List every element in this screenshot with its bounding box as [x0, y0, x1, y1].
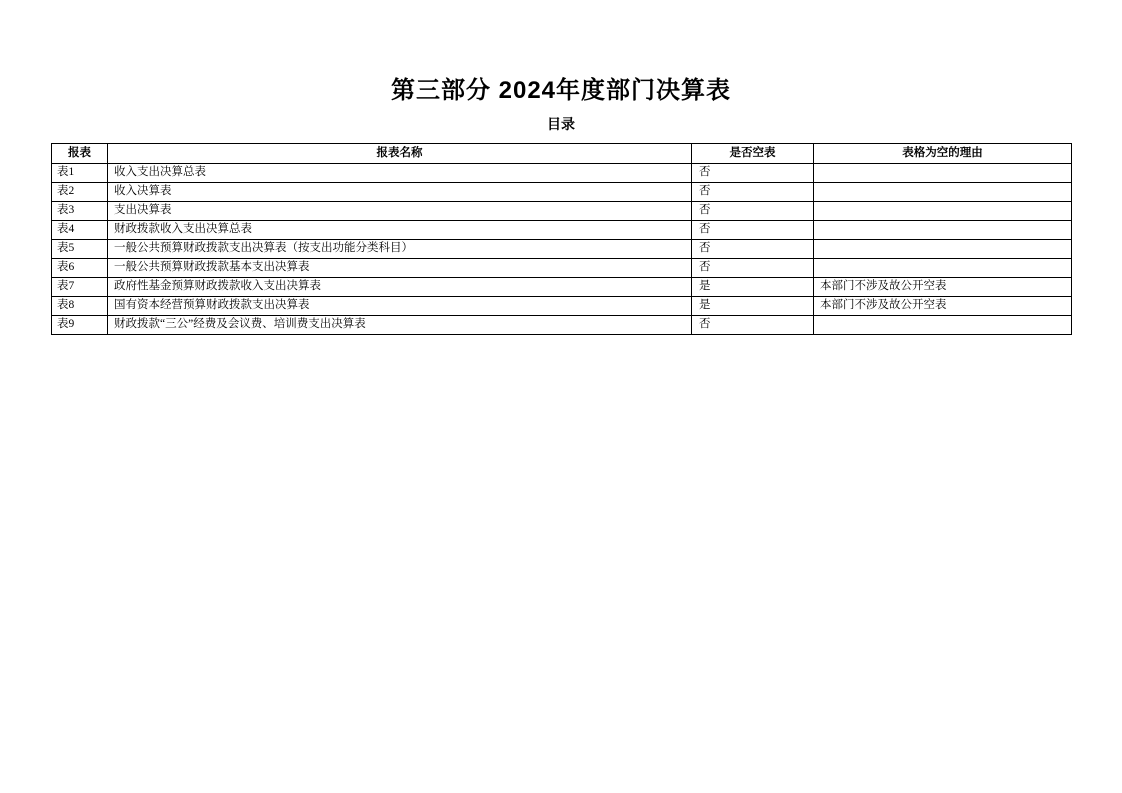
column-header-name: 报表名称: [108, 144, 692, 164]
row-index: 表9: [52, 316, 108, 335]
row-reason: [814, 221, 1072, 240]
row-name: 政府性基金预算财政拨款收入支出决算表: [108, 278, 692, 297]
row-reason: 本部门不涉及故公开空表: [814, 278, 1072, 297]
row-is-empty: 否: [692, 240, 814, 259]
row-reason: [814, 164, 1072, 183]
toc-table-container: [51, 143, 1071, 335]
row-name: 支出决算表: [108, 202, 692, 221]
row-is-empty: 是: [692, 297, 814, 316]
row-name: 一般公共预算财政拨款基本支出决算表: [108, 259, 692, 278]
column-header-is-empty: 是否空表: [692, 144, 814, 164]
table-row: [52, 316, 1072, 335]
row-name: 一般公共预算财政拨款支出决算表（按支出功能分类科目）: [108, 240, 692, 259]
row-is-empty: 否: [692, 202, 814, 221]
table-row: [52, 297, 1072, 316]
table-row: [52, 278, 1072, 297]
row-index: 表4: [52, 221, 108, 240]
toc-heading: 目录: [547, 116, 575, 132]
row-index: 表7: [52, 278, 108, 297]
row-name: 财政拨款收入支出决算总表: [108, 221, 692, 240]
row-name: 国有资本经营预算财政拨款支出决算表: [108, 297, 692, 316]
toc-table: [51, 143, 1072, 335]
page-title: 第三部分 2024年度部门决算表: [390, 77, 732, 104]
row-name: 财政拨款“三公”经费及会议费、培训费支出决算表: [108, 316, 692, 335]
table-header-row: [52, 144, 1072, 164]
row-name: 收入决算表: [108, 183, 692, 202]
table-row: [52, 164, 1072, 183]
row-index: 表3: [52, 202, 108, 221]
row-index: 表5: [52, 240, 108, 259]
row-name: 收入支出决算总表: [108, 164, 692, 183]
column-header-reason: 表格为空的理由: [814, 144, 1072, 164]
row-index: 表8: [52, 297, 108, 316]
column-header-index: 报表: [52, 144, 108, 164]
row-reason: [814, 316, 1072, 335]
row-is-empty: 是: [692, 278, 814, 297]
table-row: [52, 202, 1072, 221]
row-reason: 本部门不涉及故公开空表: [814, 297, 1072, 316]
table-row: [52, 259, 1072, 278]
row-is-empty: 否: [692, 183, 814, 202]
row-index: 表6: [52, 259, 108, 278]
row-is-empty: 否: [692, 164, 814, 183]
row-index: 表1: [52, 164, 108, 183]
row-reason: [814, 183, 1072, 202]
row-is-empty: 否: [692, 316, 814, 335]
row-is-empty: 否: [692, 259, 814, 278]
row-reason: [814, 259, 1072, 278]
row-is-empty: 否: [692, 221, 814, 240]
table-row: [52, 221, 1072, 240]
table-row: [52, 240, 1072, 259]
table-row: [52, 183, 1072, 202]
row-reason: [814, 202, 1072, 221]
row-reason: [814, 240, 1072, 259]
row-index: 表2: [52, 183, 108, 202]
